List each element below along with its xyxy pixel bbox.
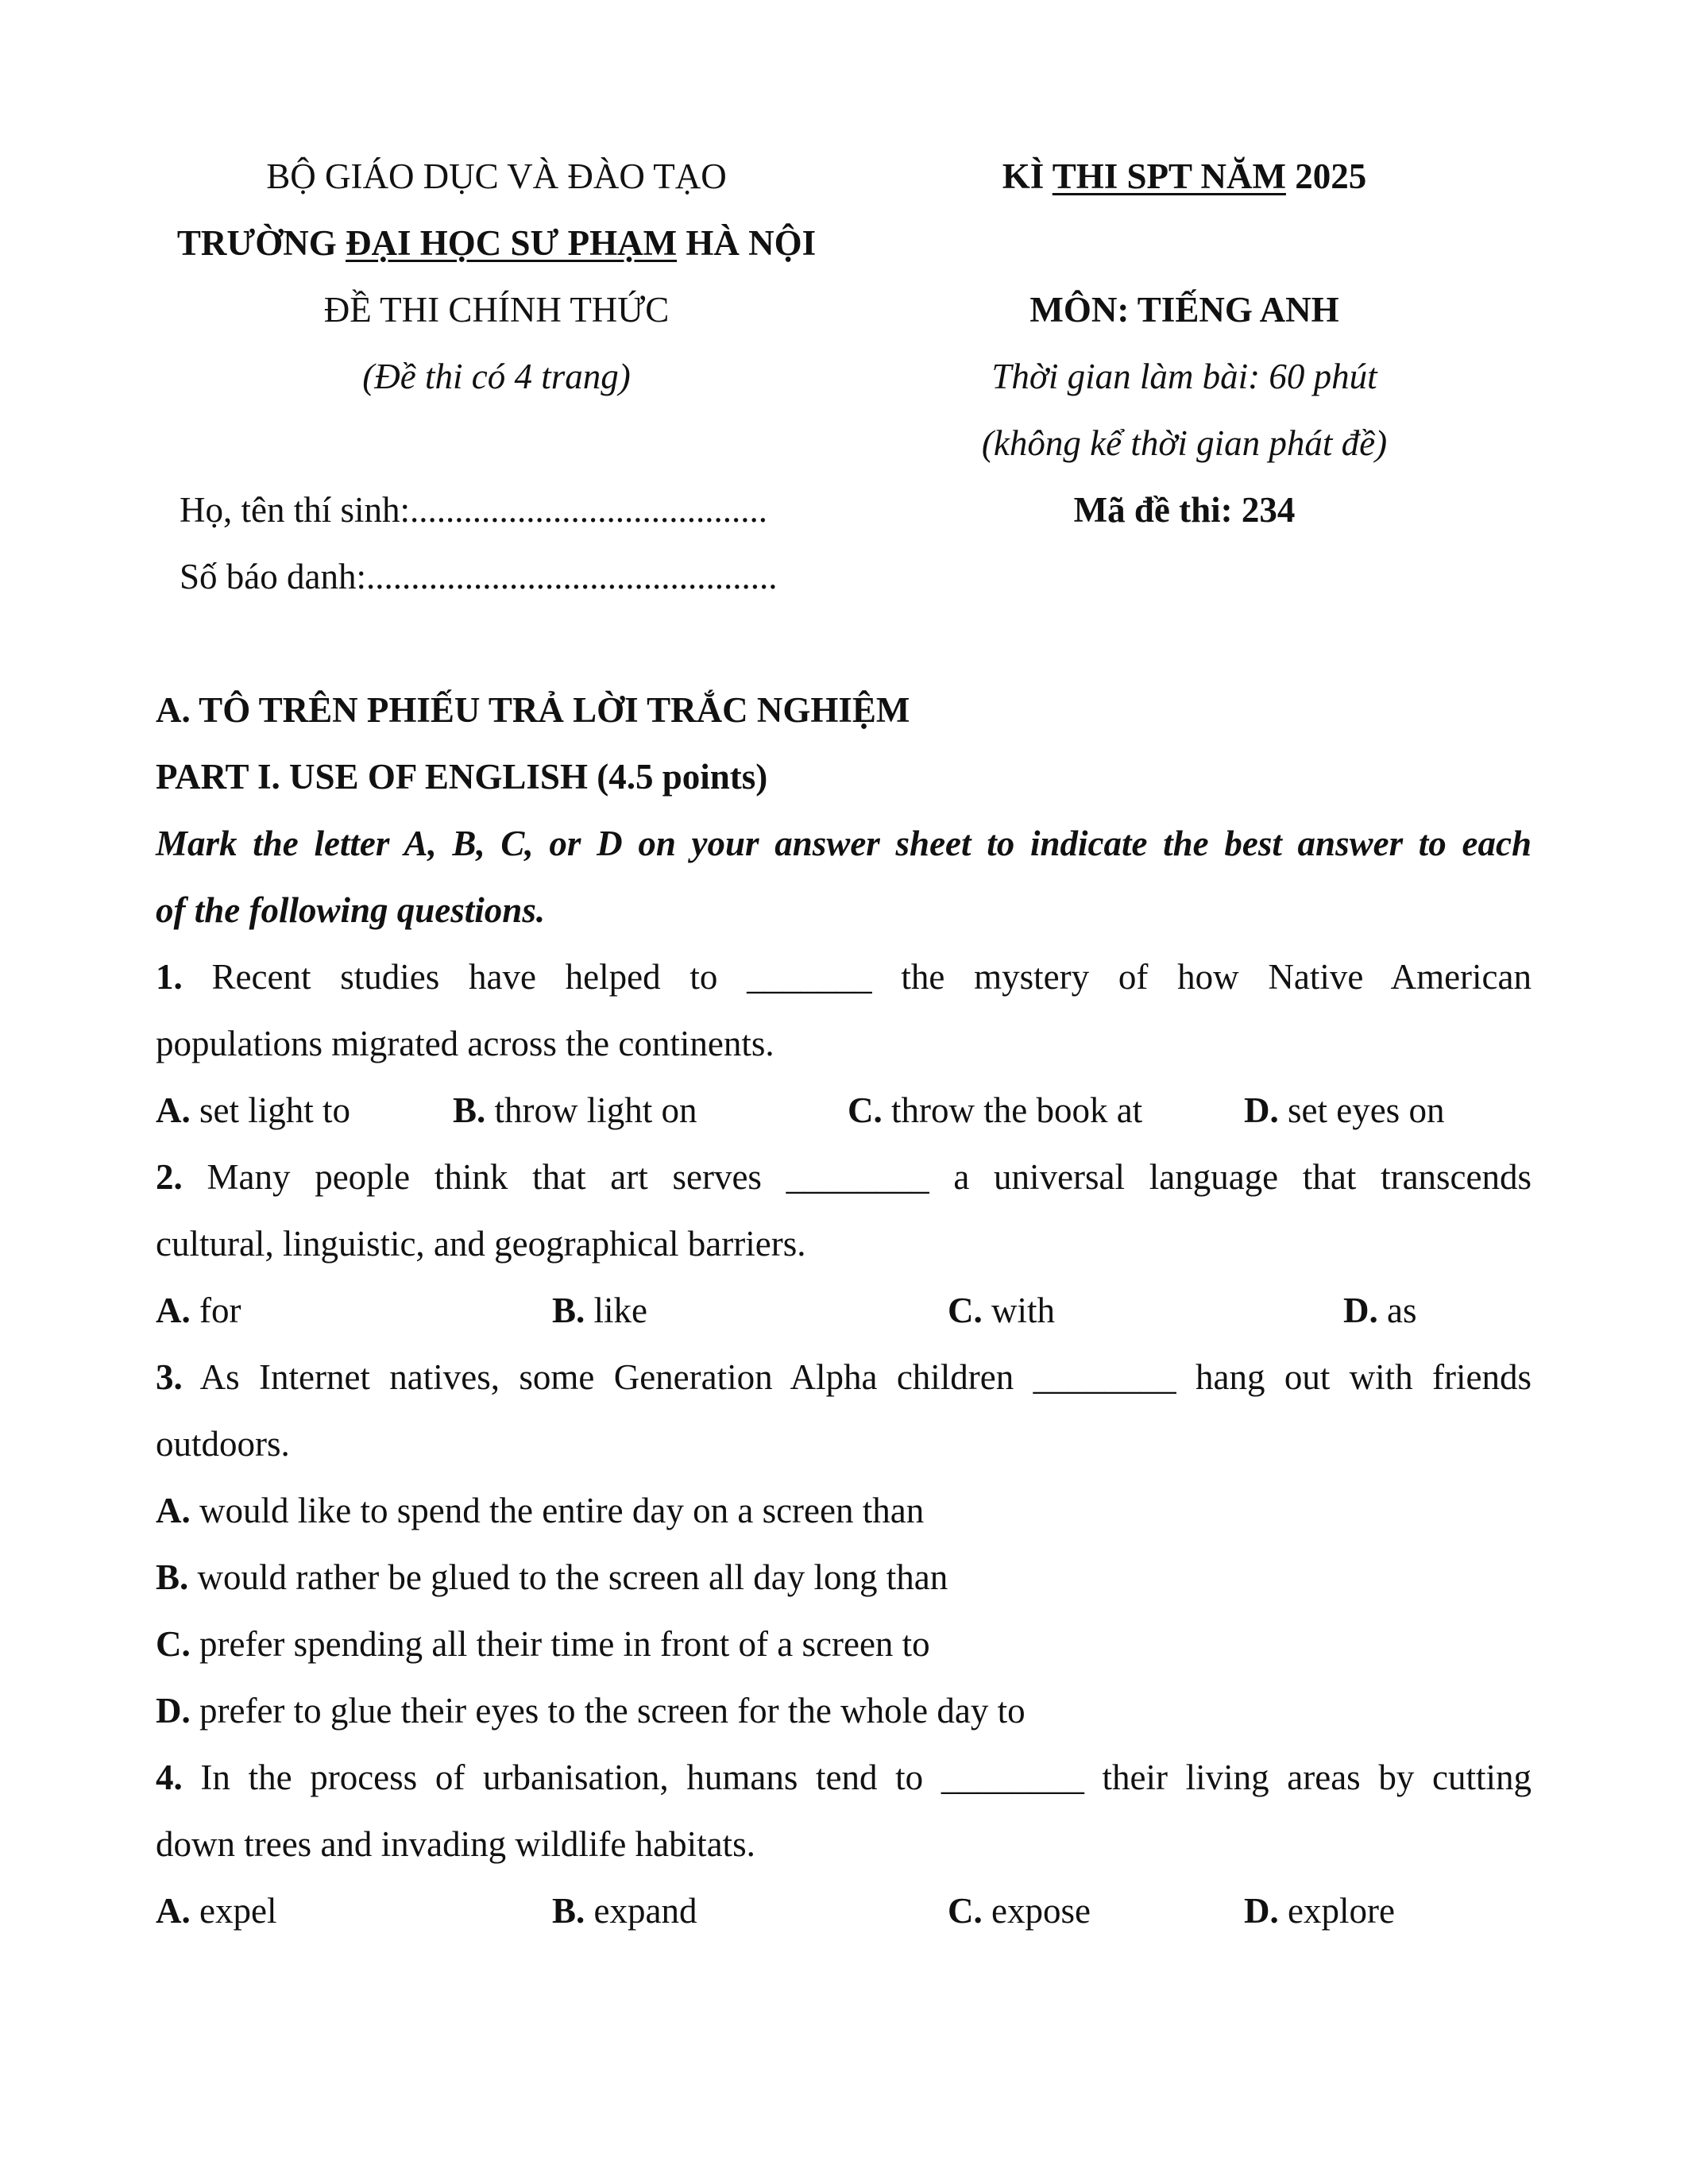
school-name: [176, 223, 817, 263]
option-text: expand: [585, 1891, 697, 1931]
question-4-option-b: [552, 1893, 697, 1929]
exam-underlined: THI SPT NĂM: [1052, 156, 1286, 196]
instruction-line-2: of the following questions.: [156, 890, 546, 930]
option-text: set light to: [190, 1090, 350, 1130]
ministry-name: BỘ GIÁO DỤC VÀ ĐÀO TẠO: [266, 156, 727, 196]
subject: MÔN: TIẾNG ANH: [1029, 290, 1339, 330]
question-text: As Internet natives, some Generation Alpha children ________ hang out with friends: [199, 1357, 1532, 1397]
question-3-option-c: [156, 1626, 930, 1662]
question-3-option-d: [156, 1693, 1026, 1729]
option-text: like: [585, 1291, 647, 1330]
option-text: expose: [982, 1891, 1091, 1931]
question-2-line-2: cultural, linguistic, and geographical barriers.: [156, 1224, 806, 1264]
pages-note: (Đề thi có 4 trang): [362, 357, 631, 396]
option-text: throw the book at: [882, 1090, 1143, 1130]
option-label: D.: [1343, 1291, 1378, 1330]
option-text: would rather be glued to the screen all day long than: [188, 1557, 948, 1597]
exam-time-note: (không kể thời gian phát đề): [981, 423, 1388, 463]
option-text: set eyes on: [1278, 1090, 1445, 1130]
question-4-option-c: [948, 1893, 1091, 1929]
question-number: 4.: [156, 1758, 183, 1797]
option-label: C.: [156, 1624, 191, 1664]
exam-type: ĐỀ THI CHÍNH THỨC: [323, 290, 670, 330]
option-label: A.: [156, 1491, 191, 1530]
option-label: B.: [156, 1557, 189, 1597]
option-label: C.: [948, 1891, 983, 1931]
option-text: with: [982, 1291, 1056, 1330]
question-1-option-b: [453, 1090, 697, 1130]
question-2-line-1: [156, 1157, 1532, 1197]
school-suffix: HÀ NỘI: [677, 223, 817, 263]
option-text: would like to spend the entire day on a screen than: [190, 1491, 925, 1530]
question-number: 2.: [156, 1157, 183, 1197]
question-1-option-a: [156, 1090, 350, 1130]
part-title: PART I. USE OF ENGLISH (4.5 points): [156, 757, 768, 797]
option-label: C.: [848, 1090, 883, 1130]
question-number: 3.: [156, 1357, 183, 1397]
exam-time: Thời gian làm bài: 60 phút: [991, 357, 1377, 396]
candidate-name-field: Họ, tên thí sinh:........................................: [180, 490, 767, 530]
option-text: expel: [190, 1891, 277, 1931]
option-label: D.: [156, 1691, 191, 1731]
candidate-id-field: Số báo danh:..............................................: [180, 557, 778, 596]
question-4-line-1: [156, 1760, 1532, 1796]
question-1-line-2: populations migrated across the continents.: [156, 1024, 774, 1063]
question-1-option-c: [848, 1090, 1143, 1130]
option-text: for: [190, 1291, 241, 1330]
question-text: In the process of urbanisation, humans tend to ________ their living areas by cutting: [200, 1758, 1532, 1797]
option-label: A.: [156, 1090, 191, 1130]
question-3-option-a: [156, 1493, 924, 1529]
option-label: D.: [1244, 1891, 1279, 1931]
option-text: prefer spending all their time in front of a screen to: [190, 1624, 930, 1664]
question-3-option-b: [156, 1557, 948, 1597]
option-text: prefer to glue their eyes to the screen for the whole day to: [190, 1691, 1026, 1731]
option-label: D.: [1244, 1090, 1279, 1130]
exam-prefix: KÌ: [1002, 156, 1053, 196]
option-label: B.: [552, 1891, 585, 1931]
question-4-line-2: down trees and invading wildlife habitats.: [156, 1824, 755, 1864]
exam-title: [1002, 156, 1367, 196]
school-prefix: TRƯỜNG: [176, 223, 346, 263]
option-label: B.: [552, 1291, 585, 1330]
exam-code: Mã đề thi: 234: [1073, 490, 1296, 530]
question-number: 1.: [156, 957, 183, 997]
instruction-line-1: Mark the letter A, B, C, or D on your answer sheet to indicate the best answer to each: [156, 824, 1532, 863]
question-4-option-d: [1244, 1893, 1395, 1929]
option-label: B.: [453, 1090, 486, 1130]
question-2-option-c: [948, 1293, 1055, 1329]
question-2-option-d: [1343, 1293, 1417, 1329]
question-1-line-1: [156, 959, 1532, 995]
question-1-option-d: [1244, 1090, 1445, 1130]
option-label: A.: [156, 1891, 191, 1931]
exam-suffix: 2025: [1285, 156, 1367, 196]
question-2-option-b: [552, 1293, 647, 1329]
option-text: explore: [1278, 1891, 1395, 1931]
question-2-option-a: [156, 1293, 241, 1329]
option-text: as: [1377, 1291, 1417, 1330]
option-label: C.: [948, 1291, 983, 1330]
section-title: A. TÔ TRÊN PHIẾU TRẢ LỜI TRẮC NGHIỆM: [156, 690, 910, 730]
school-underlined: ĐẠI HỌC SƯ PHẠM: [346, 223, 678, 263]
question-3-line-2: outdoors.: [156, 1424, 290, 1464]
option-label: A.: [156, 1291, 191, 1330]
question-text: Recent studies have helped to _______ the mystery of how Native American: [211, 957, 1532, 997]
option-text: throw light on: [485, 1090, 697, 1130]
question-3-line-1: [156, 1357, 1532, 1397]
question-4-option-a: [156, 1893, 276, 1929]
question-text: Many people think that art serves ________ a universal language that transcends: [207, 1157, 1532, 1197]
